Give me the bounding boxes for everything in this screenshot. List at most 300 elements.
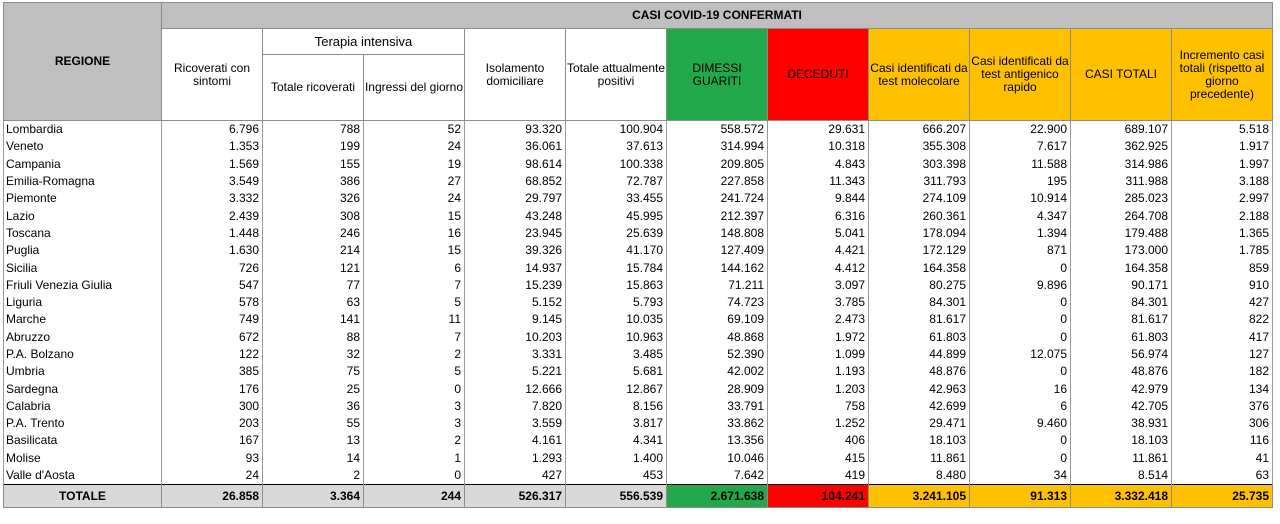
cell-ti-ingressi: 7 [364,329,465,346]
cell-isolamento: 39.326 [465,242,566,259]
cell-region-name: Calabria [4,398,162,415]
cell-region-name: Basilicata [4,432,162,449]
cell-totale-positivi: 72.787 [566,173,667,190]
cell-ti-totale: 121 [263,259,364,276]
cell-dimessi: 7.642 [667,467,768,485]
cell-antigenico: 0 [970,294,1071,311]
cell-incremento: 427 [1172,294,1273,311]
cell-isolamento: 5.152 [465,294,566,311]
cell-region-name: Piemonte [4,190,162,207]
cell-totale-positivi: 15.863 [566,277,667,294]
cell-casi-totali: 61.803 [1071,329,1172,346]
header-test-antigenico: Casi identificati da test antigenico rapido [970,29,1071,121]
cell-totale-positivi: 1.400 [566,450,667,467]
table-row [4,329,1273,346]
cell-deceduti: 3.785 [768,294,869,311]
header-regione: REGIONE [4,3,162,121]
cell-ti-totale: 55 [263,415,364,432]
cell-casi-totali: 164.358 [1071,259,1172,276]
cell-incremento: 134 [1172,380,1273,397]
total-dimessi: 2.671.638 [667,485,768,508]
cell-ti-totale: 32 [263,346,364,363]
cell-casi-totali: 84.301 [1071,294,1172,311]
cell-antigenico: 7.617 [970,138,1071,155]
cell-dimessi: 227.858 [667,173,768,190]
cell-ti-totale: 199 [263,138,364,155]
cell-totale-positivi: 45.995 [566,207,667,224]
cell-dimessi: 212.397 [667,207,768,224]
cell-ti-ingressi: 2 [364,432,465,449]
cell-ricoverati: 3.549 [162,173,263,190]
cell-isolamento: 15.239 [465,277,566,294]
cell-dimessi: 10.046 [667,450,768,467]
cell-totale-positivi: 10.963 [566,329,667,346]
cell-ti-ingressi: 7 [364,277,465,294]
cell-casi-totali: 48.876 [1071,363,1172,380]
cell-ricoverati: 672 [162,329,263,346]
cell-ricoverati: 176 [162,380,263,397]
cell-dimessi: 33.791 [667,398,768,415]
cell-ti-totale: 155 [263,156,364,173]
cell-deceduti: 6.316 [768,207,869,224]
cell-ricoverati: 93 [162,450,263,467]
cell-region-name: Liguria [4,294,162,311]
cell-isolamento: 3.559 [465,415,566,432]
cell-ti-totale: 13 [263,432,364,449]
cell-ti-ingressi: 24 [364,190,465,207]
header-deceduti: DECEDUTI [768,29,869,121]
cell-ti-totale: 326 [263,190,364,207]
cell-molecolare: 81.617 [869,311,970,328]
table-row [4,398,1273,415]
cell-deceduti: 4.421 [768,242,869,259]
cell-antigenico: 0 [970,432,1071,449]
cell-deceduti: 4.412 [768,259,869,276]
cell-ti-ingressi: 24 [364,138,465,155]
table-row [4,242,1273,259]
cell-ti-ingressi: 19 [364,156,465,173]
cell-ti-ingressi: 0 [364,380,465,397]
cell-ti-totale: 386 [263,173,364,190]
cell-dimessi: 127.409 [667,242,768,259]
cell-casi-totali: 179.488 [1071,225,1172,242]
table-title: CASI COVID-19 CONFERMATI [162,3,1273,29]
header-ricoverati: Ricoverati con sintomi [162,29,263,121]
cell-totale-positivi: 100.338 [566,156,667,173]
cell-isolamento: 43.248 [465,207,566,224]
cell-incremento: 1.365 [1172,225,1273,242]
table-row [4,259,1273,276]
cell-totale-positivi: 25.639 [566,225,667,242]
cell-incremento: 1.997 [1172,156,1273,173]
cell-molecolare: 303.398 [869,156,970,173]
cell-casi-totali: 90.171 [1071,277,1172,294]
cell-incremento: 127 [1172,346,1273,363]
cell-dimessi: 144.162 [667,259,768,276]
cell-ricoverati: 1.353 [162,138,263,155]
cell-incremento: 116 [1172,432,1273,449]
cell-ricoverati: 203 [162,415,263,432]
cell-ricoverati: 24 [162,467,263,485]
cell-isolamento: 36.061 [465,138,566,155]
header-casi-totali: CASI TOTALI [1071,29,1172,121]
cell-totale-positivi: 12.867 [566,380,667,397]
cell-region-name: Toscana [4,225,162,242]
cell-region-name: Umbria [4,363,162,380]
cell-isolamento: 7.820 [465,398,566,415]
cell-deceduti: 758 [768,398,869,415]
cell-ricoverati: 1.448 [162,225,263,242]
cell-region-name: Emilia-Romagna [4,173,162,190]
cell-casi-totali: 18.103 [1071,432,1172,449]
header-ti-totale-ricoverati: Totale ricoverati [263,55,364,121]
cell-ti-ingressi: 27 [364,173,465,190]
cell-antigenico: 9.460 [970,415,1071,432]
header-ti-ingressi: Ingressi del giorno [364,55,465,121]
total-ricoverati: 26.858 [162,485,263,508]
cell-region-name: Veneto [4,138,162,155]
cell-totale-positivi: 100.904 [566,121,667,139]
cell-ti-totale: 2 [263,467,364,485]
cell-antigenico: 0 [970,329,1071,346]
cell-antigenico: 0 [970,450,1071,467]
cell-isolamento: 14.937 [465,259,566,276]
cell-molecolare: 355.308 [869,138,970,155]
cell-dimessi: 42.002 [667,363,768,380]
cell-ricoverati: 6.796 [162,121,263,139]
cell-totale-positivi: 4.341 [566,432,667,449]
cell-ti-totale: 36 [263,398,364,415]
cell-casi-totali: 81.617 [1071,311,1172,328]
cell-antigenico: 16 [970,380,1071,397]
cell-totale-positivi: 8.156 [566,398,667,415]
table-row [4,294,1273,311]
cell-deceduti: 2.473 [768,311,869,328]
cell-region-name: Friuli Venezia Giulia [4,277,162,294]
cell-dimessi: 33.862 [667,415,768,432]
cell-totale-positivi: 5.793 [566,294,667,311]
cell-incremento: 41 [1172,450,1273,467]
cell-deceduti: 11.343 [768,173,869,190]
cell-isolamento: 1.293 [465,450,566,467]
cell-molecolare: 274.109 [869,190,970,207]
cell-deceduti: 415 [768,450,869,467]
cell-incremento: 5.518 [1172,121,1273,139]
table-row [4,121,1273,139]
cell-ti-totale: 77 [263,277,364,294]
cell-isolamento: 98.614 [465,156,566,173]
cell-ricoverati: 1.569 [162,156,263,173]
header-terapia-intensiva: Terapia intensiva [263,29,465,55]
cell-deceduti: 1.252 [768,415,869,432]
table-row [4,467,1273,485]
cell-ti-totale: 141 [263,311,364,328]
table-row [4,190,1273,207]
cell-incremento: 3.188 [1172,173,1273,190]
cell-ricoverati: 547 [162,277,263,294]
cell-deceduti: 4.843 [768,156,869,173]
cell-region-name: Abruzzo [4,329,162,346]
header-incremento: Incremento casi totali (rispetto al giorno precedente) [1172,29,1273,121]
cell-antigenico: 4.347 [970,207,1071,224]
cell-ricoverati: 167 [162,432,263,449]
cell-ti-totale: 214 [263,242,364,259]
total-antigenico: 91.313 [970,485,1071,508]
header-dimessi-guariti: DIMESSI GUARITI [667,29,768,121]
cell-casi-totali: 311.988 [1071,173,1172,190]
cell-casi-totali: 173.000 [1071,242,1172,259]
cell-antigenico: 1.394 [970,225,1071,242]
cell-totale-positivi: 3.817 [566,415,667,432]
cell-antigenico: 9.896 [970,277,1071,294]
total-molecolare: 3.241.105 [869,485,970,508]
cell-dimessi: 71.211 [667,277,768,294]
cell-casi-totali: 314.986 [1071,156,1172,173]
cell-dimessi: 74.723 [667,294,768,311]
cell-antigenico: 34 [970,467,1071,485]
cell-region-name: Puglia [4,242,162,259]
cell-casi-totali: 38.931 [1071,415,1172,432]
cell-deceduti: 10.318 [768,138,869,155]
cell-isolamento: 4.161 [465,432,566,449]
cell-ti-ingressi: 1 [364,450,465,467]
cell-ricoverati: 3.332 [162,190,263,207]
cell-region-name: Molise [4,450,162,467]
cell-ricoverati: 1.630 [162,242,263,259]
cell-molecolare: 666.207 [869,121,970,139]
cell-ti-totale: 25 [263,380,364,397]
cell-molecolare: 260.361 [869,207,970,224]
table-row [4,138,1273,155]
cell-region-name: Lombardia [4,121,162,139]
header-isolamento: Isolamento domiciliare [465,29,566,121]
header-totale-positivi: Totale attualmente positivi [566,29,667,121]
cell-region-name: Lazio [4,207,162,224]
cell-dimessi: 28.909 [667,380,768,397]
cell-incremento: 859 [1172,259,1273,276]
cell-molecolare: 61.803 [869,329,970,346]
cell-isolamento: 12.666 [465,380,566,397]
cell-ricoverati: 726 [162,259,263,276]
cell-ti-ingressi: 5 [364,363,465,380]
cell-antigenico: 0 [970,259,1071,276]
cell-molecolare: 48.876 [869,363,970,380]
cell-dimessi: 148.808 [667,225,768,242]
cell-isolamento: 427 [465,467,566,485]
totals-label: TOTALE [4,485,162,508]
total-ti-ingressi: 244 [364,485,465,508]
cell-region-name: Marche [4,311,162,328]
cell-casi-totali: 689.107 [1071,121,1172,139]
covid-cases-table [3,2,1273,508]
cell-ti-ingressi: 16 [364,225,465,242]
cell-incremento: 417 [1172,329,1273,346]
cell-antigenico: 0 [970,363,1071,380]
cell-deceduti: 1.193 [768,363,869,380]
cell-region-name: Valle d'Aosta [4,467,162,485]
cell-ricoverati: 385 [162,363,263,380]
cell-incremento: 2.997 [1172,190,1273,207]
cell-molecolare: 42.699 [869,398,970,415]
cell-molecolare: 44.899 [869,346,970,363]
cell-deceduti: 419 [768,467,869,485]
cell-region-name: Campania [4,156,162,173]
cell-totale-positivi: 5.681 [566,363,667,380]
cell-incremento: 182 [1172,363,1273,380]
cell-incremento: 376 [1172,398,1273,415]
cell-casi-totali: 11.861 [1071,450,1172,467]
cell-dimessi: 52.390 [667,346,768,363]
cell-deceduti: 1.203 [768,380,869,397]
cell-ti-totale: 788 [263,121,364,139]
cell-ricoverati: 122 [162,346,263,363]
table-row [4,173,1273,190]
cell-ti-ingressi: 3 [364,415,465,432]
cell-isolamento: 29.797 [465,190,566,207]
cell-molecolare: 172.129 [869,242,970,259]
cell-ricoverati: 300 [162,398,263,415]
cell-antigenico: 12.075 [970,346,1071,363]
cell-molecolare: 11.861 [869,450,970,467]
cell-ti-ingressi: 52 [364,121,465,139]
cell-ti-totale: 308 [263,207,364,224]
cell-totale-positivi: 3.485 [566,346,667,363]
cell-region-name: Sardegna [4,380,162,397]
cell-dimessi: 314.994 [667,138,768,155]
header-test-molecolare: Casi identificati da test molecolare [869,29,970,121]
table-row [4,277,1273,294]
cell-isolamento: 23.945 [465,225,566,242]
cell-casi-totali: 42.979 [1071,380,1172,397]
total-deceduti: 104.241 [768,485,869,508]
table-row [4,311,1273,328]
cell-antigenico: 22.900 [970,121,1071,139]
table-row [4,207,1273,224]
cell-ti-ingressi: 11 [364,311,465,328]
cell-deceduti: 1.972 [768,329,869,346]
total-incremento: 25.735 [1172,485,1273,508]
totals-row [4,485,1273,508]
cell-molecolare: 311.793 [869,173,970,190]
cell-deceduti: 9.844 [768,190,869,207]
cell-ti-totale: 246 [263,225,364,242]
cell-isolamento: 93.320 [465,121,566,139]
cell-molecolare: 42.963 [869,380,970,397]
cell-deceduti: 1.099 [768,346,869,363]
cell-molecolare: 80.275 [869,277,970,294]
cell-ricoverati: 2.439 [162,207,263,224]
cell-isolamento: 9.145 [465,311,566,328]
cell-ti-totale: 88 [263,329,364,346]
total-ti-totale: 3.364 [263,485,364,508]
table-row [4,225,1273,242]
cell-dimessi: 13.356 [667,432,768,449]
cell-ti-ingressi: 6 [364,259,465,276]
table-row [4,432,1273,449]
cell-isolamento: 5.221 [465,363,566,380]
table-row [4,363,1273,380]
cell-isolamento: 3.331 [465,346,566,363]
cell-antigenico: 11.588 [970,156,1071,173]
cell-totale-positivi: 33.455 [566,190,667,207]
table-row [4,415,1273,432]
cell-ti-totale: 75 [263,363,364,380]
cell-isolamento: 10.203 [465,329,566,346]
cell-ti-ingressi: 15 [364,242,465,259]
cell-molecolare: 29.471 [869,415,970,432]
table-row [4,450,1273,467]
cell-totale-positivi: 37.613 [566,138,667,155]
cell-molecolare: 84.301 [869,294,970,311]
cell-casi-totali: 285.023 [1071,190,1172,207]
cell-dimessi: 69.109 [667,311,768,328]
cell-deceduti: 406 [768,432,869,449]
cell-totale-positivi: 453 [566,467,667,485]
cell-casi-totali: 56.974 [1071,346,1172,363]
cell-incremento: 1.785 [1172,242,1273,259]
cell-incremento: 1.917 [1172,138,1273,155]
cell-deceduti: 3.097 [768,277,869,294]
cell-incremento: 910 [1172,277,1273,294]
total-positivi: 556.539 [566,485,667,508]
total-isolamento: 526.317 [465,485,566,508]
cell-casi-totali: 8.514 [1071,467,1172,485]
cell-antigenico: 10.914 [970,190,1071,207]
table-row [4,380,1273,397]
cell-antigenico: 6 [970,398,1071,415]
cell-totale-positivi: 10.035 [566,311,667,328]
cell-totale-positivi: 41.170 [566,242,667,259]
table-row [4,156,1273,173]
cell-deceduti: 29.631 [768,121,869,139]
cell-molecolare: 164.358 [869,259,970,276]
cell-dimessi: 209.805 [667,156,768,173]
cell-incremento: 306 [1172,415,1273,432]
cell-antigenico: 0 [970,311,1071,328]
cell-isolamento: 68.852 [465,173,566,190]
cell-ti-ingressi: 15 [364,207,465,224]
table-row [4,346,1273,363]
cell-region-name: P.A. Bolzano [4,346,162,363]
cell-deceduti: 5.041 [768,225,869,242]
cell-ti-ingressi: 2 [364,346,465,363]
cell-incremento: 822 [1172,311,1273,328]
cell-ricoverati: 749 [162,311,263,328]
cell-ti-ingressi: 3 [364,398,465,415]
cell-region-name: P.A. Trento [4,415,162,432]
cell-ti-ingressi: 5 [364,294,465,311]
cell-ti-totale: 14 [263,450,364,467]
cell-antigenico: 871 [970,242,1071,259]
cell-incremento: 63 [1172,467,1273,485]
cell-antigenico: 195 [970,173,1071,190]
cell-incremento: 2.188 [1172,207,1273,224]
cell-ti-totale: 63 [263,294,364,311]
cell-casi-totali: 42.705 [1071,398,1172,415]
cell-dimessi: 241.724 [667,190,768,207]
cell-dimessi: 48.868 [667,329,768,346]
cell-casi-totali: 362.925 [1071,138,1172,155]
cell-casi-totali: 264.708 [1071,207,1172,224]
cell-molecolare: 8.480 [869,467,970,485]
total-casi: 3.332.418 [1071,485,1172,508]
cell-ti-ingressi: 0 [364,467,465,485]
cell-totale-positivi: 15.784 [566,259,667,276]
cell-ricoverati: 578 [162,294,263,311]
cell-region-name: Sicilia [4,259,162,276]
cell-dimessi: 558.572 [667,121,768,139]
cell-molecolare: 178.094 [869,225,970,242]
